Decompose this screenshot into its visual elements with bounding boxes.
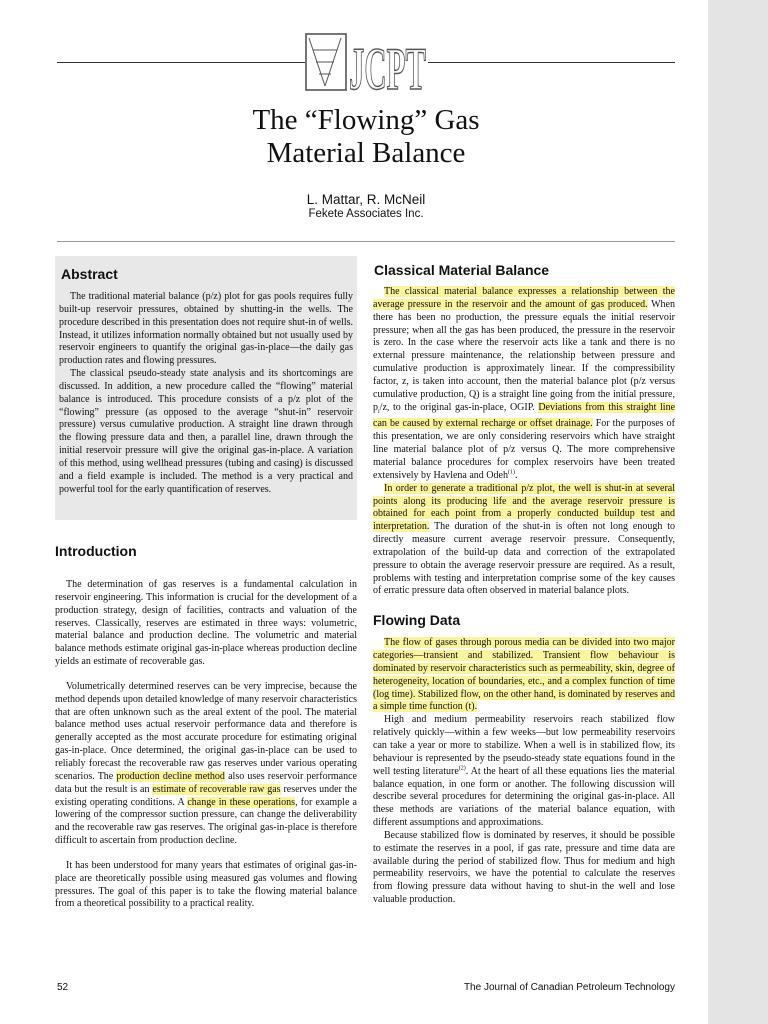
journal-name: The Journal of Canadian Petroleum Technology <box>463 982 675 993</box>
reference-marker: (1) <box>507 469 515 476</box>
introduction-section <box>55 543 357 911</box>
title-divider <box>57 241 675 242</box>
page-number: 52 <box>57 982 69 993</box>
header-rule-right <box>428 62 675 63</box>
flowing-data-section <box>373 612 675 907</box>
viewer-margin <box>708 0 768 1024</box>
introduction-paragraph-3: It has been understood for many years that estimates of original gas-in-place are theoretically possible using measured gas volumes and flowing pressures. The goal of this paper is to take the flowing material balance from a theoretical possibility to a practical reality. <box>55 859 357 910</box>
title-line-2: Material Balance <box>266 137 466 169</box>
right-column <box>373 256 675 907</box>
highlight: estimate of recoverable raw gas <box>152 783 281 795</box>
jcpt-logo <box>305 30 428 102</box>
abstract-paragraph-2: The classical pseudo-steady state analysis and its shortcomings are discussed. In addition, a new procedure called the “flowing” material balance is introduced. This procedure consists of a p/z plot of the “flowing” pressure (as opposed to the average “shut-in” reservoir pressure) versus cumulative production. A straight line drawn through the flowing pressure data and then, a parallel line, drawn through the initial reservoir pressure will give the original gas-in-place. A variation of this method, using wellhead pressures (tubing and casing) is discussed and a field example is included. The method is a very practical and powerful tool for the early quantification of reserves. <box>59 368 353 495</box>
logo-text: JCPT <box>349 36 426 102</box>
introduction-heading: Introduction <box>55 543 137 559</box>
flowing-data-heading: Flowing Data <box>373 612 461 629</box>
abstract-box <box>55 256 357 520</box>
paper-title <box>57 104 675 170</box>
abstract-heading: Abstract <box>61 266 118 282</box>
abstract-paragraph-1: The traditional material balance (p/z) plot for gas pools requires fully built-up reservoir pressures, obtained by shutting-in the wells. The procedure described in this presentation does not require shut-in of wells. Instead, it utilizes information normally obtained but not usually used by reservoir engineers to quantify the original gas-in-place—the daily gas production rates and flowing pressures. <box>59 291 353 367</box>
flowing-paragraph-2: High and medium permeability reservoirs reach stabilized flow relatively quickly—within a few weeks—but low permeability reservoirs can take a year or more to stabilize. When a well is in stabilized flow, its behaviour is represented by the pseudo-steady state equations found in the well testing literature$^{(2)}$. At the heart of all these equations lies the material balance equation, in one form or another. The following discussion will describe several procedures for determining the original gas-in-place. All these methods are variations of the material balance equation, with different assumptions and approximations. <box>373 714 675 829</box>
highlight: Deviations from this straight line can be caused by external recharge or offset drainage. <box>373 401 676 430</box>
classical-paragraph-2: In order to generate a traditional p/z plot, the well is shut-in at several points along its producing life and the average reservoir pressure is obtained for each point from a properly conducted buildup test and interpretation. The duration of the shut-in is often not long enough to directly measure current average reservoir pressure. Consequently, extrapolation of the build-up data and correction of the extrapolated pressure to obtain the average reservoir pressure are required. As a result, problems with testing and interpretation comprise some of the key causes of erratic pressure data often observed in material balance plots. <box>373 482 675 597</box>
flowing-paragraph-3: Because stabilized flow is dominated by reserves, it should be possible to estimate the reserves in a pool, if gas rate, pressure and time data are available during the period of stabilized flow. Thus for medium and high permeability reservoirs, we have the potential to calculate the reserves from flowing pressure data without having to shut-in the well and lose valuable production. <box>373 829 675 906</box>
authors: L. Mattar, R. McNeil <box>306 192 426 207</box>
reference-marker: (2) <box>458 765 466 772</box>
highlight: production decline method <box>116 770 225 782</box>
introduction-paragraph-1: The determination of gas reserves is a fundamental calculation in reservoir engineering. This information is crucial for the development of a production strategy, design of facilities, contracts and valuation of the reserves. Classically, reserves are estimated in three ways: volumetric, material balance and production decline. The volumetric and material balance methods estimate original gas-in-place whereas production decline yields an estimate of recoverable gas. <box>55 579 357 668</box>
flowing-paragraph-1 <box>373 637 675 714</box>
highlight: The classical material balance expresses a relationship between the average pressure in the reservoir and the amount of gas produced. <box>373 286 675 310</box>
header-rule-left <box>57 62 305 63</box>
highlight: change in these operations <box>187 796 296 808</box>
introduction-paragraph-2: Volumetrically determined reserves can be very imprecise, because the method depends upon detailed knowledge of many reservoir characteristics that are often unknown such as the areal extent of the pool. The material balance method uses actual reservoir performance data and therefore is generally accepted as the most accurate procedure for estimating original gas-in-place. Once determined, the original gas-in-place can be used to reliably forecast the recoverable raw gas reserves under various operating scenarios. The production decline method also uses reservoir performance data but the result is an estimate of recoverable raw gas reserves under the existing operating conditions. A change in these operations, for example a lowering of the compressor suction pressure, can change the deliverability and the recoverable raw gas reserves. The original gas-in-place is therefore difficult to ascertain from production decline. <box>55 680 357 847</box>
highlight: In order to generate a traditional p/z plot, the well is shut-in at several points along its producing life and the average reservoir pressure is obtained for each point from a properly conducted buildup test and interpretation. <box>373 482 675 533</box>
classical-heading: Classical Material Balance <box>374 262 550 278</box>
highlight: The flow of gases through porous media can be divided into two major categories—transient and stabilized. Transient flow behaviour is dominated by reservoir characteristics such as permeability, skin, degree of heterogeneity, location of boundaries, etc., and a complex function of time (log time). Stabilized flow, on the other hand, is dominated by reserves and a simple time function (t). <box>373 637 675 713</box>
title-line-1: The “Flowing” Gas <box>252 104 480 136</box>
affiliation: Fekete Associates Inc. <box>308 208 424 220</box>
left-column <box>55 256 357 911</box>
classical-paragraph-1: The classical material balance expresses a relationship between the average pressure in the reservoir and the amount of gas produced. When there has been no production, the pressure equals the initial reservoir pressure; when all the gas has been produced, the pressure in the reservoir is zero. In the case where the reservoir acts like a tank and there is no external pressure maintenance, the relationship between pressure and cumulative production is approximately linear. If the compressibility factor, z, is taken into account, then the material balance plot (p/z versus cumulative production, Q) is a straight line going from the initial pressure, $p_i/z$, to the original gas-in-place, OGIP. Deviations from this straight line can be caused by external recharge or offset drainage. For the purposes of this presentation, we are only considering reservoirs which have straight line material balance plot of p/z versus Q. The more comprehensive material balance procedures for complex reservoirs have been treated extensively by Havlena and Odeh$^{(1)}$. <box>373 286 676 481</box>
